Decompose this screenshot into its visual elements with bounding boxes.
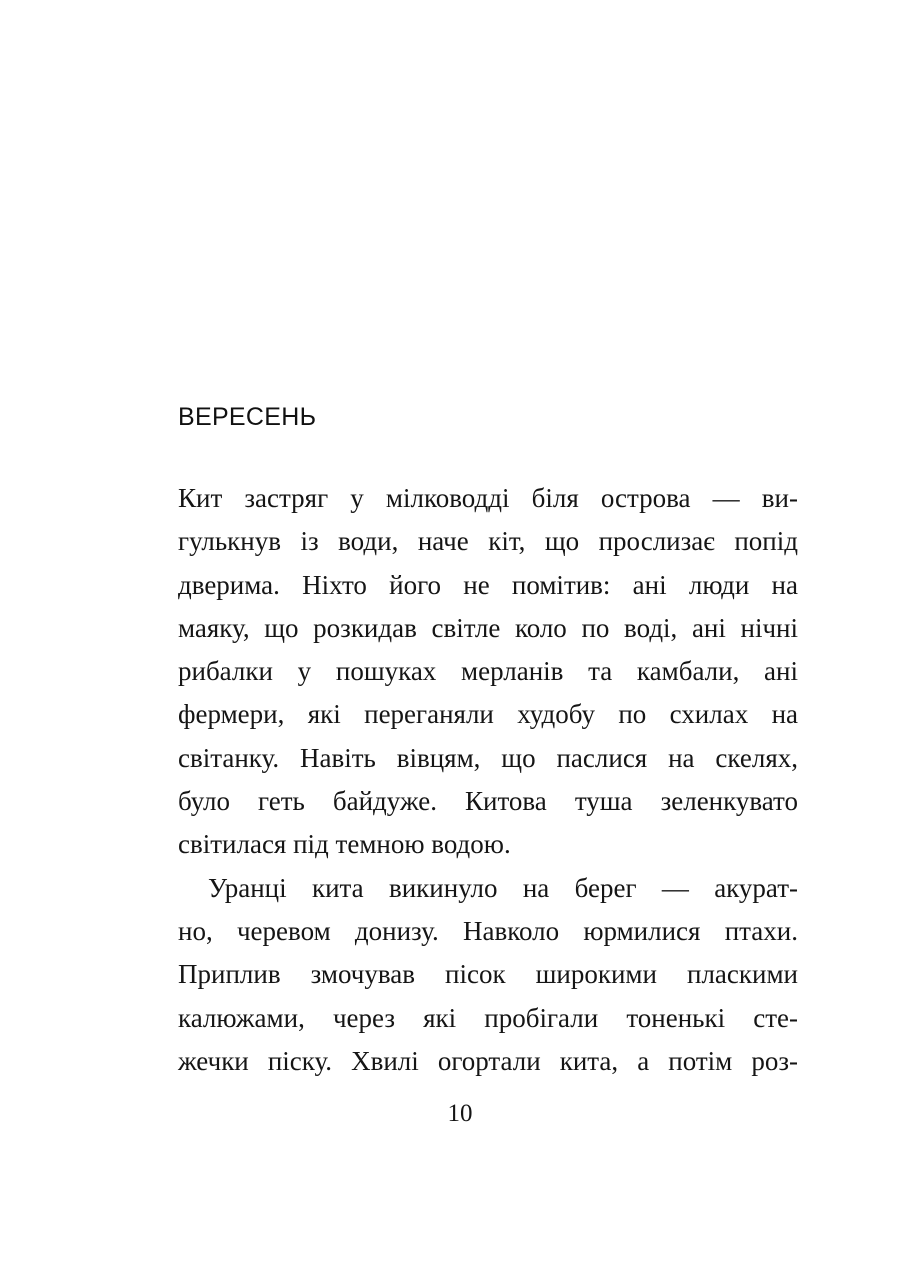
text-line: Уранці кита викинуло на берег — акурат- <box>208 872 798 903</box>
text-line: фермери, які переганяли худобу по схилах на <box>178 699 798 730</box>
text-line: жечки піску. Хвилі огортали кита, а потім роз- <box>178 1045 798 1076</box>
text-line: гулькнув із води, наче кіт, що прослизає попід <box>178 526 798 557</box>
text-line: но, черевом донизу. Навколо юрмилися птахи. <box>178 915 798 946</box>
text-line: дверима. Ніхто його не помітив: ані люди на <box>178 569 798 600</box>
text-line: Приплив змочував пісок широкими пласкими <box>178 959 798 990</box>
chapter-title: ВЕРЕСЕНЬ <box>178 403 317 431</box>
text-line: було геть байдуже. Китова туша зеленкувато <box>178 786 798 817</box>
text-line: маяку, що розкидав світле коло по воді, ані нічні <box>178 612 798 643</box>
body-text <box>178 477 798 1083</box>
page-number: 10 <box>447 1100 473 1127</box>
text-line: рибалки у пошуках мерланів та камбали, ані <box>178 656 798 687</box>
text-line: світилася під темною водою. <box>178 829 511 860</box>
text-line: світанку. Навіть вівцям, що паслися на скелях, <box>178 742 798 773</box>
text-line: калюжами, через які пробігали тоненькі сте- <box>178 1002 798 1033</box>
text-line: Кит застряг у мілководді біля острова — ви- <box>178 483 798 513</box>
